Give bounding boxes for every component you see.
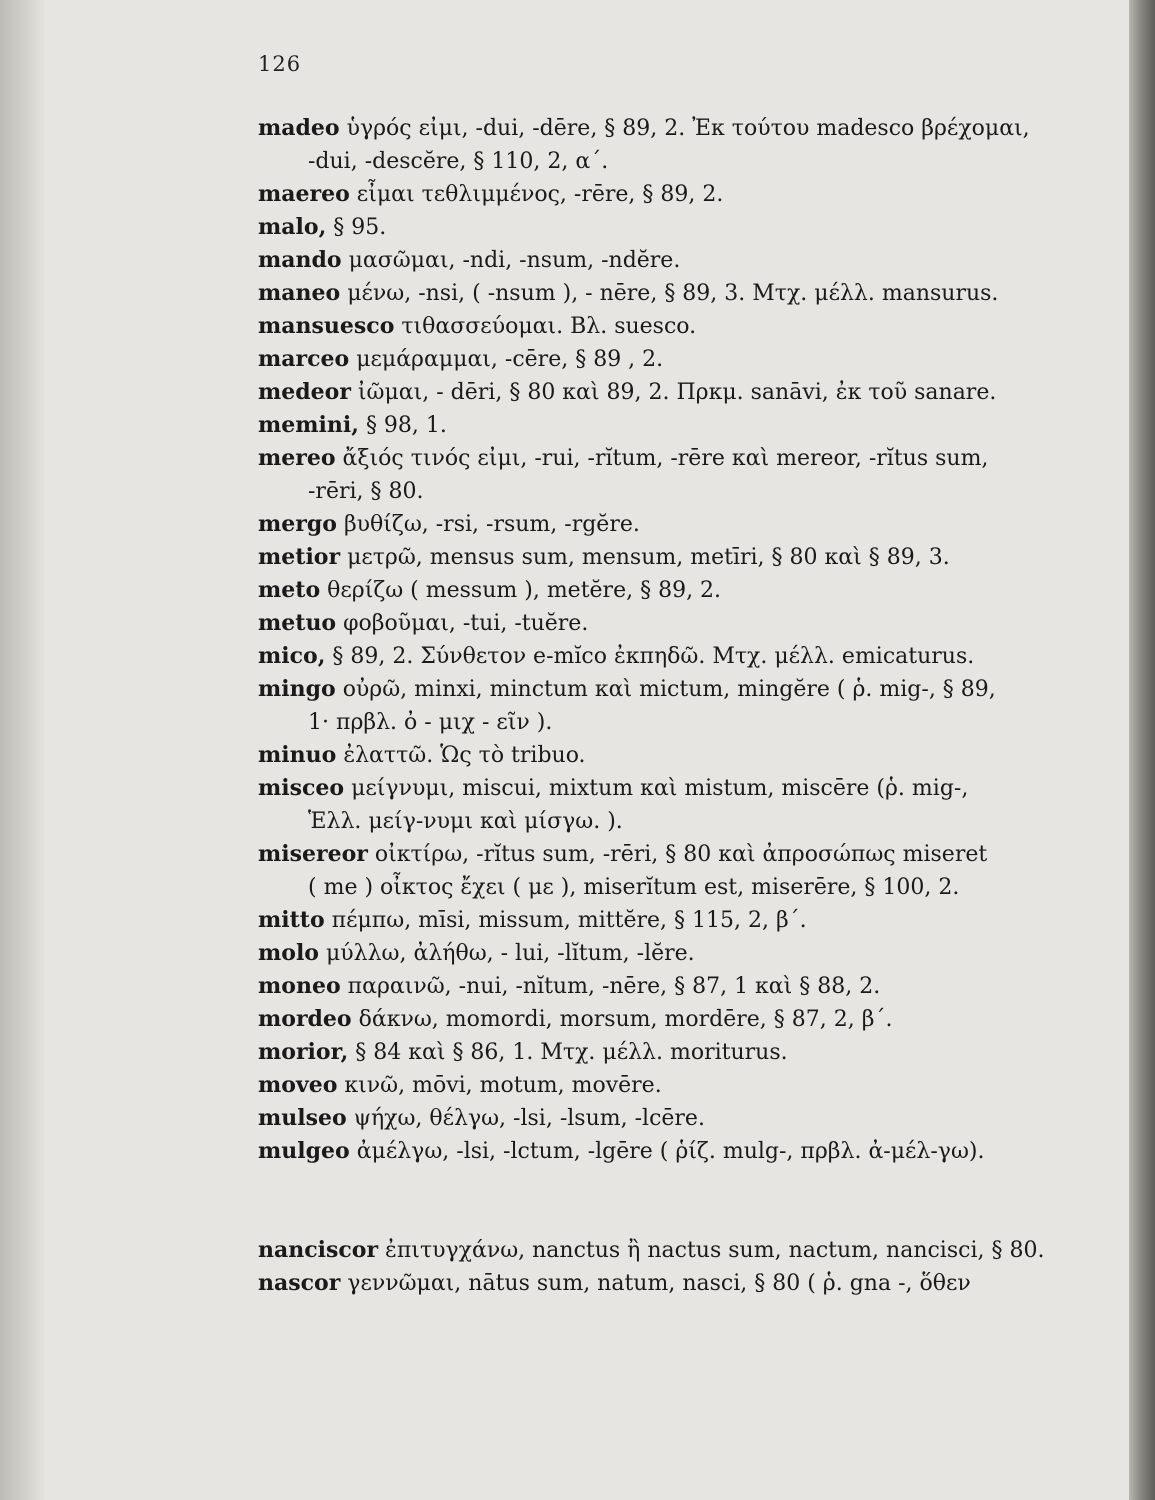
dictionary-entry bbox=[258, 1135, 1088, 1168]
headword: nascor bbox=[258, 1270, 341, 1296]
definition-continuation: 1· πρβλ. ὀ - μιχ - εῖν ). bbox=[308, 710, 553, 735]
headword: molo bbox=[258, 940, 319, 966]
headword: medeor bbox=[258, 379, 351, 405]
headword: mordeo bbox=[258, 1006, 352, 1032]
dictionary-entry bbox=[258, 211, 1088, 244]
definition: ἰῶμαι, - dēri, § 80 καὶ 89, 2. Πρκμ. sanāvi, ἐκ τοῦ sanare. bbox=[357, 380, 997, 405]
definition: ἐπιτυγχάνω, nanctus ἢ nactus sum, nactum, nancisci, § 80. bbox=[385, 1238, 1045, 1263]
definition: τιθασσεύομαι. Βλ. suesco. bbox=[401, 314, 697, 339]
definition: βυθίζω, -rsi, -rsum, -rgĕre. bbox=[343, 512, 640, 537]
headword: marceo bbox=[258, 346, 350, 372]
headword: nanciscor bbox=[258, 1237, 379, 1263]
entries-m bbox=[258, 112, 1088, 1168]
headword: minuo bbox=[258, 742, 337, 768]
definition: μεμάραμμαι, -cēre, § 89 , 2. bbox=[356, 347, 664, 372]
headword: madeo bbox=[258, 115, 340, 141]
headword: misereor bbox=[258, 841, 368, 867]
dictionary-entry bbox=[258, 673, 1088, 739]
dictionary-entry bbox=[258, 1003, 1088, 1036]
headword: mulgeo bbox=[258, 1138, 350, 1164]
headword: morior, bbox=[258, 1039, 349, 1065]
definition: § 84 καὶ § 86, 1. Μτχ. μέλλ. moriturus. bbox=[355, 1040, 788, 1065]
dictionary-entry bbox=[258, 508, 1088, 541]
headword: mando bbox=[258, 247, 342, 273]
dictionary-entry bbox=[258, 178, 1088, 211]
dictionary-entry bbox=[258, 442, 1088, 508]
definition: μένω, -nsi, ( -nsum ), - nēre, § 89, 3. Μτχ. μέλλ. mansurus. bbox=[347, 281, 999, 306]
page-number: 126 bbox=[258, 52, 302, 76]
definition: μετρῶ, mensus sum, mensum, metīri, § 80 καὶ § 89, 3. bbox=[347, 545, 950, 570]
dictionary-entry bbox=[258, 772, 1088, 838]
definition: εἶμαι τεθλιμμένος, -rēre, § 89, 2. bbox=[356, 182, 724, 207]
dictionary-entry bbox=[258, 607, 1088, 640]
headword: metior bbox=[258, 544, 341, 570]
headword: memini, bbox=[258, 412, 359, 438]
definition: γεννῶμαι, nātus sum, natum, nasci, § 80 ( ῥ. gna -, ὅθεν bbox=[347, 1271, 971, 1296]
entries-n bbox=[258, 1234, 1088, 1300]
definition: § 89, 2. Σύνθετον e-mĭco ἐκπηδῶ. Μτχ. μέλλ. emicaturus. bbox=[332, 644, 975, 669]
dictionary-entry bbox=[258, 739, 1088, 772]
dictionary-entries bbox=[258, 112, 1088, 1300]
dictionary-entry bbox=[258, 970, 1088, 1003]
definition: § 98, 1. bbox=[365, 413, 447, 438]
headword: mulseo bbox=[258, 1105, 347, 1131]
dictionary-entry bbox=[258, 541, 1088, 574]
section-gap bbox=[258, 1168, 1088, 1234]
dictionary-entry bbox=[258, 904, 1088, 937]
dictionary-entry bbox=[258, 376, 1088, 409]
dictionary-entry bbox=[258, 1036, 1088, 1069]
dictionary-entry bbox=[258, 112, 1088, 178]
headword: mereo bbox=[258, 445, 336, 471]
headword: moveo bbox=[258, 1072, 338, 1098]
definition: παραινῶ, -nui, -nĭtum, -nēre, § 87, 1 καὶ § 88, 2. bbox=[347, 974, 881, 999]
definition: § 95. bbox=[333, 215, 387, 240]
headword: meto bbox=[258, 577, 321, 603]
dictionary-entry bbox=[258, 409, 1088, 442]
headword: maereo bbox=[258, 181, 350, 207]
definition: φοβοῦμαι, -tui, -tuĕre. bbox=[343, 611, 589, 636]
headword: mitto bbox=[258, 907, 325, 933]
definition: ἀμέλγω, -lsi, -lctum, -lgēre ( ῥίζ. mulg-, πρβλ. ἀ-μέλ-γω). bbox=[356, 1139, 985, 1164]
definition-continuation: -dui, -descĕre, § 110, 2, α΄. bbox=[308, 149, 609, 174]
dictionary-entry bbox=[258, 244, 1088, 277]
dictionary-entry bbox=[258, 310, 1088, 343]
definition: πέμπω, mīsi, missum, mittĕre, § 115, 2, β΄. bbox=[331, 908, 807, 933]
definition: ἐλαττῶ. Ὡς τὸ tribuo. bbox=[343, 743, 586, 768]
dictionary-entry bbox=[258, 343, 1088, 376]
headword: mico, bbox=[258, 643, 326, 669]
definition: θερίζω ( messum ), metĕre, § 89, 2. bbox=[327, 578, 722, 603]
definition: μύλλω, ἀλήθω, - lui, -lĭtum, -lĕre. bbox=[325, 941, 695, 966]
headword: misceo bbox=[258, 775, 345, 801]
definition: οἰκτίρω, -rĭtus sum, -rēri, § 80 καὶ ἀπροσώπως miseret bbox=[374, 842, 988, 867]
dictionary-entry bbox=[258, 1102, 1088, 1135]
definition: μείγνυμι, miscui, mixtum καὶ mistum, miscēre (ῥ. mig-, bbox=[351, 776, 969, 801]
headword: malo, bbox=[258, 214, 327, 240]
definition: μασῶμαι, -ndi, -nsum, -ndĕre. bbox=[348, 248, 681, 273]
definition: ψήχω, θέλγω, -lsi, -lsum, -lcēre. bbox=[353, 1106, 705, 1131]
definition-continuation: ( me ) οἶκτος ἔχει ( με ), miserĭtum est, miserēre, § 100, 2. bbox=[308, 875, 960, 900]
definition-continuation: -rēri, § 80. bbox=[308, 479, 424, 504]
headword: mansuesco bbox=[258, 313, 395, 339]
definition: δάκνω, momordi, morsum, mordēre, § 87, 2, β΄. bbox=[358, 1007, 893, 1032]
definition: κινῶ, mōvi, motum, movēre. bbox=[344, 1073, 662, 1098]
headword: maneo bbox=[258, 280, 341, 306]
definition: ἄξιός τινός εἰμι, -rui, -rĭtum, -rēre καὶ mereor, -rĭtus sum, bbox=[342, 446, 989, 471]
dictionary-entry bbox=[258, 640, 1088, 673]
headword: mergo bbox=[258, 511, 337, 537]
dictionary-entry bbox=[258, 1069, 1088, 1102]
headword: mingo bbox=[258, 676, 336, 702]
definition-continuation: Ἑλλ. μείγ-νυμι καὶ μίσγω. ). bbox=[308, 809, 623, 834]
definition: οὐρῶ, minxi, minctum καὶ mictum, mingĕre ( ῥ. mig-, § 89, bbox=[342, 677, 996, 702]
definition: ὑγρός εἰμι, -dui, -dēre, § 89, 2. Ἐκ τούτου madesco βρέχομαι, bbox=[346, 116, 1030, 141]
dictionary-entry bbox=[258, 838, 1088, 904]
dictionary-entry bbox=[258, 574, 1088, 607]
dictionary-entry bbox=[258, 1234, 1088, 1267]
headword: metuo bbox=[258, 610, 337, 636]
headword: moneo bbox=[258, 973, 341, 999]
dictionary-entry bbox=[258, 1267, 1088, 1300]
book-gutter bbox=[1129, 0, 1155, 1500]
dictionary-entry bbox=[258, 937, 1088, 970]
page-edge-left bbox=[0, 0, 44, 1500]
dictionary-entry bbox=[258, 277, 1088, 310]
